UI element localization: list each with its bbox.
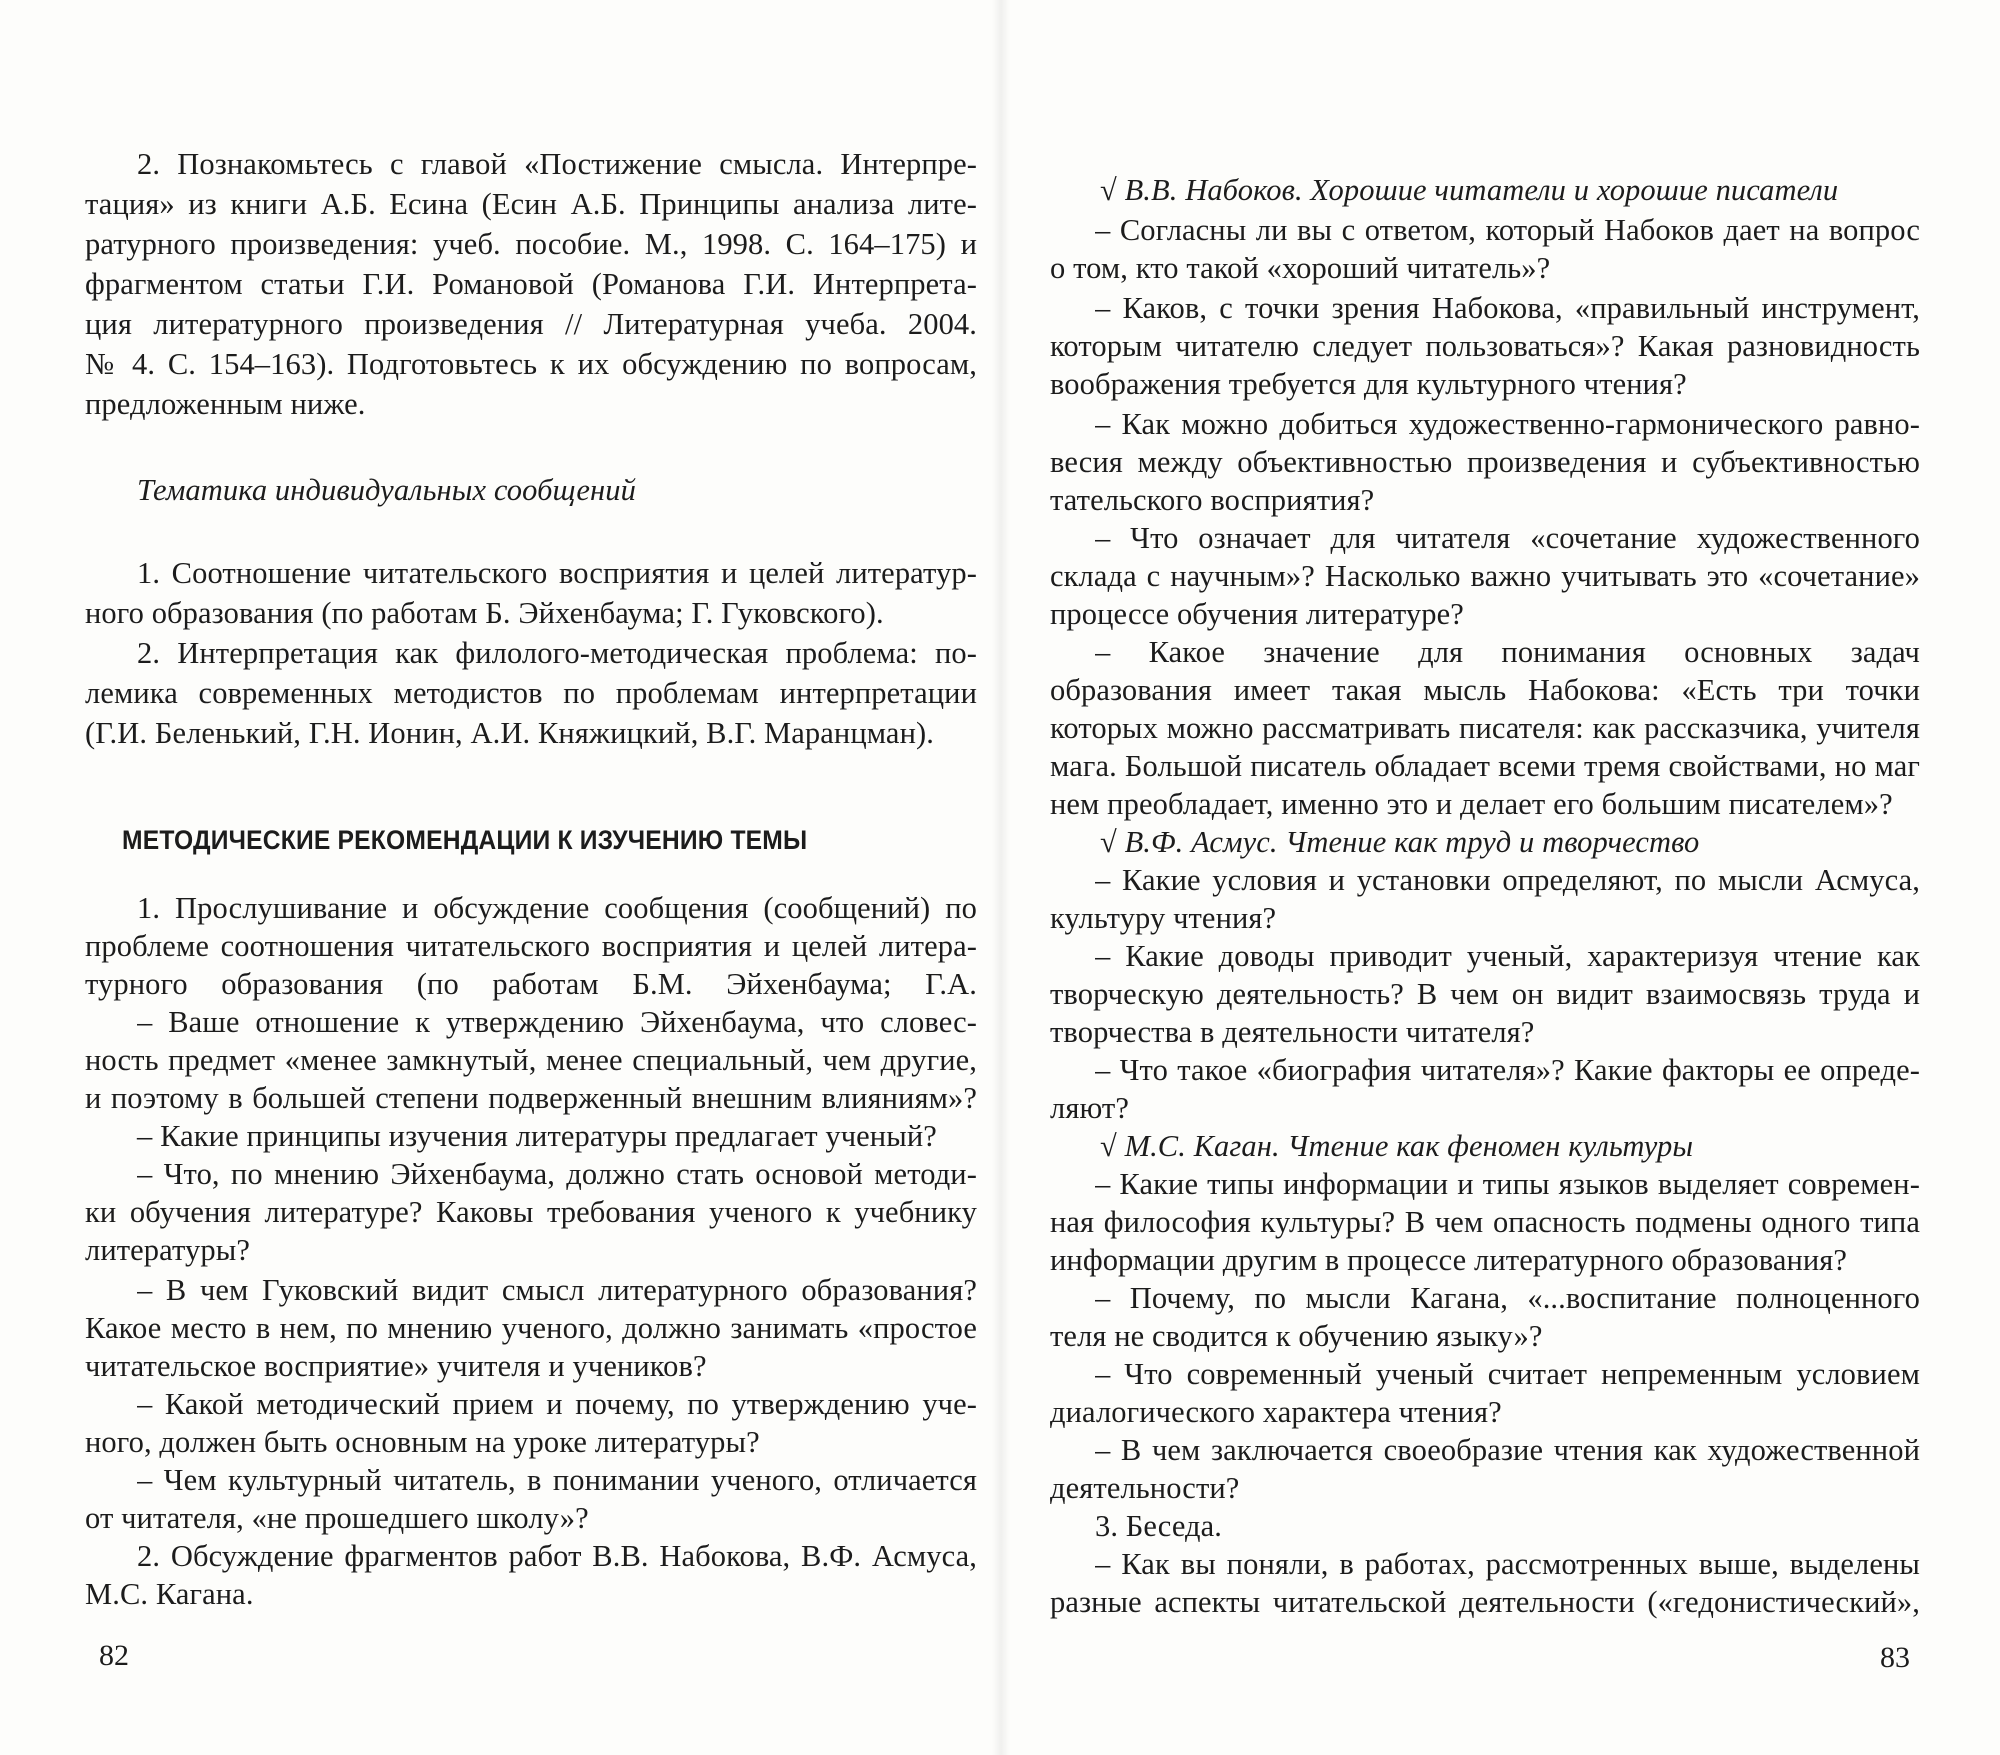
section-heading: МЕТОДИЧЕСКИЕ РЕКОМЕНДАЦИИ К ИЗУЧЕНИЮ ТЕМЫ (122, 825, 808, 855)
paragraph-line: тация» из книги А.Б. Есина (Есин А.Б. Принципы анализа лите- (85, 187, 977, 221)
paragraph-line: предложенным ниже. (85, 387, 366, 421)
question-line: – Как можно добиться художественно-гармонического равно- (1095, 407, 1920, 441)
work-heading: √ В.Ф. Асмус. Чтение как труд и творчество (1100, 825, 1700, 859)
topics-heading: Тематика индивидуальных сообщений (137, 473, 636, 507)
recommendation-line: проблеме соотношения читательского восприятия и целей литера- (85, 929, 977, 963)
work-heading: √ М.С. Каган. Чтение как феномен культуры (1100, 1129, 1694, 1163)
question-line: ляют? (1050, 1091, 1129, 1125)
paragraph-line: фрагментом статьи Г.И. Романовой (Романова Г.И. Интерпрета- (85, 267, 977, 301)
question-line: диалогического характера чтения? (1050, 1395, 1502, 1429)
recommendation-line: ки обучения литературе? Каковы требования ученого к учебнику (85, 1195, 977, 1229)
recommendation-line: читательское восприятие» учителя и учеников? (85, 1349, 707, 1383)
recommendation-line: ного, должен быть основным на уроке литературы? (85, 1425, 760, 1459)
question-line: деятельности? (1050, 1471, 1240, 1505)
question-line: нем преобладает, именно это и делает его большим писателем»? (1050, 787, 1893, 821)
paragraph-line: 2. Познакомьтесь с главой «Постижение смысла. Интерпре- (137, 147, 977, 181)
topic-line: лемика современных методистов по проблемам интерпретации (85, 676, 977, 710)
recommendation-line: 2. Обсуждение фрагментов работ В.В. Набокова, В.Ф. Асмуса, (137, 1539, 977, 1573)
recommendation-line: 1. Прослушивание и обсуждение сообщения (сообщений) по (137, 891, 977, 925)
question-line: разные аспекты читательской деятельности («гедонистический», (1050, 1585, 1920, 1619)
question-line: – Почему, по мысли Кагана, «...воспитание полноценного (1095, 1281, 1920, 1315)
paragraph-line: № 4. С. 154–163). Подготовьтесь к их обсуждению по вопросам, (85, 347, 977, 381)
question-line: образования имеет такая мысль Набокова: «Есть три точки (1050, 673, 1920, 707)
recommendation-line: – Что, по мнению Эйхенбаума, должно стать основой методи- (137, 1157, 977, 1191)
question-line: творчества в деятельности читателя? (1050, 1015, 1535, 1049)
question-line: о том, кто такой «хороший читатель»? (1050, 251, 1551, 285)
question-line: воображения требуется для культурного чтения? (1050, 367, 1687, 401)
question-line: тательского восприятия? (1050, 483, 1375, 517)
question-line: которых можно рассматривать писателя: как рассказчика, учителя (1050, 711, 1920, 745)
question-line: – Какое значение для понимания основных задач (1095, 635, 1920, 669)
page-number-left: 82 (99, 1639, 129, 1672)
topic-line: (Г.И. Беленький, Г.Н. Ионин, А.И. Княжицкий, В.Г. Маранцман). (85, 716, 934, 750)
question-line: мага. Большой писатель обладает всеми тремя свойствами, но маг (1050, 749, 1920, 783)
paragraph-line: ция литературного произведения // Литературная учеба. 2004. (85, 307, 977, 341)
question-line: весия между объективностью произведения и субъективностью (1050, 445, 1920, 479)
recommendation-line: – Чем культурный читатель, в понимании ученого, отличается (137, 1463, 977, 1497)
question-line: склада с научным»? Насколько важно учитывать это «сочетание» (1050, 559, 1920, 593)
recommendation-line: турного образования (по работам Б.М. Эйхенбаума; Г.А. (85, 967, 977, 1001)
paragraph-line: ратурного произведения: учеб. пособие. М., 1998. С. 164–175) и (85, 227, 977, 261)
question-line: которым читателю следует пользоваться»? Какая разновидность (1050, 329, 1920, 363)
question-line: 3. Беседа. (1095, 1509, 1223, 1543)
recommendation-line: от читателя, «не прошедшего школу»? (85, 1501, 589, 1535)
page-number-right: 83 (1880, 1641, 1910, 1674)
question-line: – Какие типы информации и типы языков выделяет современ- (1095, 1167, 1920, 1201)
recommendation-line: – В чем Гуковский видит смысл литературного образования? (137, 1273, 977, 1307)
question-line: – Что современный ученый считает непременным условием (1095, 1357, 1920, 1391)
question-line: – Что такое «биография читателя»? Какие факторы ее опреде- (1095, 1053, 1920, 1087)
topic-line: 1. Соотношение читательского восприятия и целей литератур- (137, 556, 977, 590)
question-line: творческую деятельность? В чем он видит взаимосвязь труда и (1050, 977, 1920, 1011)
question-line: информации другим в процессе литературного образования? (1050, 1243, 1848, 1277)
topic-line: ного образования (по работам Б. Эйхенбаума; Г. Гуковского). (85, 596, 884, 630)
question-line: – Что означает для читателя «сочетание художественного (1095, 521, 1920, 555)
question-line: процессе обучения литературе? (1050, 597, 1464, 631)
recommendation-line: литературы? (85, 1233, 250, 1267)
question-line: – Какие условия и установки определяют, по мысли Асмуса, (1095, 863, 1920, 897)
recommendation-line: и поэтому в большей степени подверженный внешним влияниям»? (85, 1081, 977, 1115)
question-line: – Каков, с точки зрения Набокова, «правильный инструмент, (1095, 291, 1920, 325)
topic-line: 2. Интерпретация как филолого-методическая проблема: по- (137, 636, 977, 670)
recommendation-line: – Какие принципы изучения литературы предлагает ученый? (137, 1119, 937, 1153)
question-line: теля не сводится к обучению языку»? (1050, 1319, 1543, 1353)
question-line: – Согласны ли вы с ответом, который Набоков дает на вопрос (1095, 213, 1920, 247)
recommendation-line: М.С. Кагана. (85, 1577, 254, 1611)
recommendation-line: – Ваше отношение к утверждению Эйхенбаума, что словес- (137, 1005, 977, 1039)
question-line: – Как вы поняли, в работах, рассмотренных выше, выделены (1095, 1547, 1920, 1581)
work-heading: √ В.В. Набоков. Хорошие читатели и хорошие писатели (1100, 173, 1839, 207)
recommendation-line: – Какой методический прием и почему, по утверждению уче- (137, 1387, 977, 1421)
question-line: ная философия культуры? В чем опасность подмены одного типа (1050, 1205, 1920, 1239)
question-line: – В чем заключается своеобразие чтения как художественной (1095, 1433, 1920, 1467)
question-line: – Какие доводы приводит ученый, характеризуя чтение как (1095, 939, 1920, 973)
recommendation-line: Какое место в нем, по мнению ученого, должно занимать «простое (85, 1311, 977, 1345)
book-gutter (992, 0, 1010, 1755)
recommendation-line: ность предмет «менее замкнутый, менее специальный, чем другие, (85, 1043, 977, 1077)
question-line: культуру чтения? (1050, 901, 1277, 935)
